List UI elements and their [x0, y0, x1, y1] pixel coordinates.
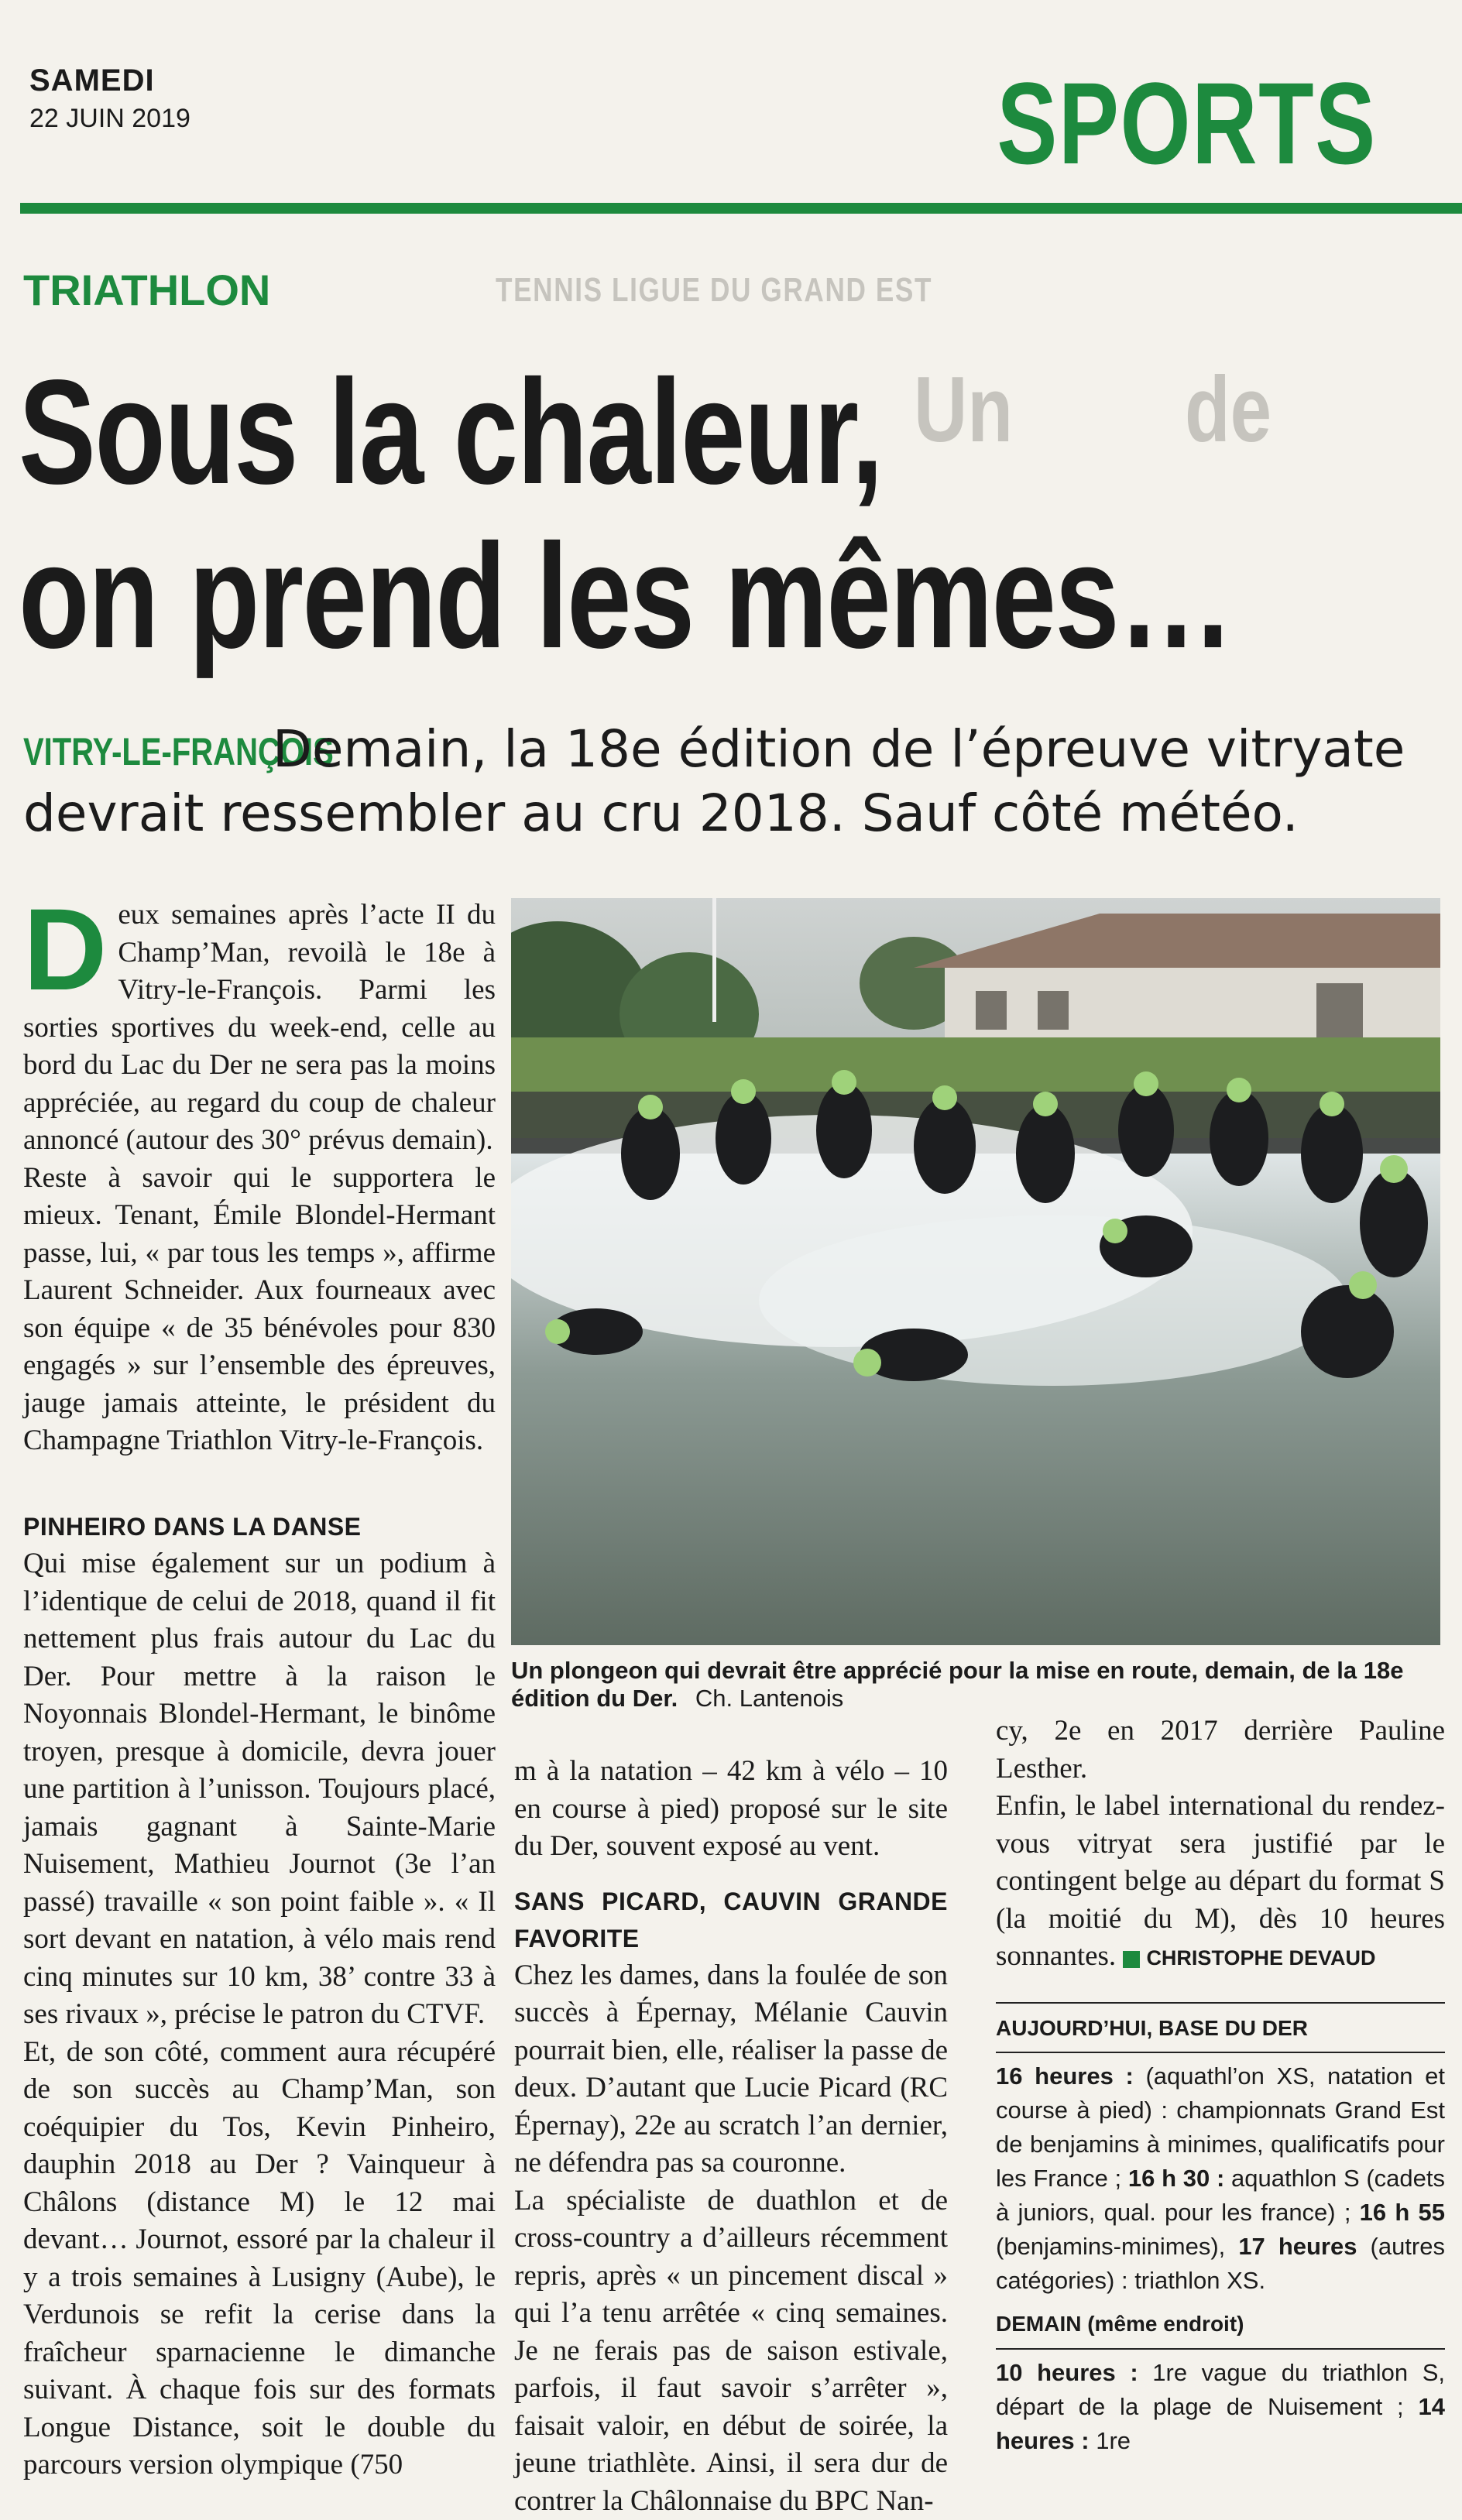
paragraph-8: cy, 2e en 2017 derrière Pauline Lesther. [996, 1713, 1445, 1788]
schedule-time: 10 heures : [996, 2359, 1138, 2386]
swimmers-diving-illustration [511, 898, 1440, 1645]
bleed-through-kicker: TENNIS LIGUE DU GRAND EST [496, 271, 932, 310]
article-lead-line-2: devrait ressembler au cru 2018. Sauf côté météo. [23, 783, 1299, 843]
section-title: SPORTS [997, 65, 1377, 181]
schedule-time: 17 heures [1238, 2233, 1357, 2260]
schedule-rule-top [996, 2002, 1445, 2004]
article-lead-line-1: Demain, la 18e édition de l’épreuve vitryate [273, 717, 1434, 782]
paragraph-1-text: eux semaines après l’acte II du Champ’Man, revoilà le 18e à Vitry-le-François. Parmi les sorties sportives du week-end, celle au bord du Lac du Der ne sera pas la moins appréciée, au regard du coup de chaleur annoncé (autour des 30° prévus demain). [23, 899, 496, 1156]
author-name: CHRISTOPHE DEVAUD [1146, 1946, 1375, 1970]
paragraph-5: m à la natation – 42 km à vélo – 10 en course à pied) proposé sur le site du Der, souvent exposé au vent. [514, 1753, 948, 1866]
schedule-tomorrow-heading: DEMAIN (même endroit) [996, 2306, 1445, 2343]
schedule-today [996, 2059, 1445, 2298]
photo-caption [511, 1657, 1440, 1713]
schedule-today-heading: AUJOURD’HUI, BASE DU DER [996, 2010, 1445, 2048]
schedule-rule-mid [996, 2052, 1445, 2053]
schedule-time: 16 h 55 [1360, 2199, 1445, 2226]
edition-date: 22 JUIN 2019 [29, 104, 190, 134]
headline-line-2: on prend les mêmes… [19, 514, 1118, 678]
schedule-event: 1re vague du triathlon S, départ de la plage de Nuisement ; [996, 2359, 1445, 2420]
edition-day: SAMEDI [29, 63, 155, 98]
paragraph-7: La spécialiste de duathlon et de cross-country a d’ailleurs récemment repris, après « un pincement discal » qui l’a tenu arrêtée « cinq semaines. Je ne ferais pas de saison estivale, parfois, il faut savoir s’arrêter », faisait valoir, en début de soirée, la jeune triathlète. Ainsi, il sera dur de contrer la Châlonnaise du BPC Nan- [514, 2182, 948, 2520]
article-column-3 [996, 1713, 1445, 2458]
paragraph-2: Reste à savoir qui le supportera le mieux. Tenant, Émile Blondel-Hermant passe, lui, « par tous les temps », affirme Laurent Schneider. Aux fourneaux avec son équipe « de 35 bénévoles pour 830 engagés » sur l’ensemble des épreuves, jauge jamais atteinte, le président du Champagne Triathlon Vitry-le-François. [23, 1160, 496, 1460]
headline-line-1: Sous la chaleur, [19, 350, 1118, 514]
schedule-event: (aquathl’on XS, natation et course à pied) : championnats Grand Est de benjamins à minimes, qualificatifs pour les France ; [996, 2062, 1445, 2192]
dropcap: D [23, 903, 107, 996]
schedule-time: 16 heures : [996, 2062, 1134, 2090]
schedule-event: (benjamins-minimes), [996, 2233, 1238, 2260]
article-column-1 [23, 897, 496, 1460]
author-signature [1123, 1946, 1375, 1970]
schedule-rule-bottom [996, 2348, 1445, 2350]
header-rule [20, 203, 1462, 214]
paragraph-3: Qui mise également sur un podium à l’identique de celui de 2018, quand il fit nettement plus frais autour du Lac du Der. Pour mettre à la raison le Noyonnais Blondel-Hermant, le binôme troyen, presque à domicile, devra jouer une partition à l’unisson. Toujours placé, jamais gagnant à Sainte-Marie Nuisement, Mathieu Journot (3e l’an passé) travaille « son point faible ». « Il sort devant en natation, à vélo mais rend cinq minutes sur 10 km, 38’ contre 33 à ses rivaux », précise le patron du CTVF. [23, 1545, 496, 2034]
article-headline [19, 350, 1118, 678]
race-start-photo [511, 898, 1440, 1645]
bleed-through-word-1: Un [914, 356, 1013, 463]
article-column-1-lower [23, 1508, 496, 2484]
schedule-time: 14 heures : [996, 2393, 1445, 2454]
photo-caption-text: Un plongeon qui devrait être apprécié pour la mise en route, demain, de la 18e édition du Der. [511, 1657, 1403, 1712]
subhead-cauvin: SANS PICARD, CAUVIN GRANDE FAVORITE [514, 1883, 948, 1957]
schedule-time: 16 h 30 : [1128, 2165, 1224, 2192]
paragraph-4: Et, de son côté, comment aura récupéré de son succès au Champ’Man, son coéquipier du Tos, Kevin Pinheiro, dauphin 2018 au Der ? Vainqueur à Châlons (distance M) le 12 mai devant… Journot, essoré par la chaleur il y a trois semaines à Lusigny (Aube), le Verdunois se refit la cerise dans la fraîcheur sparnacienne le dimanche suivant. À chaque fois sur des formats Longue Distance, soit le double du parcours version olympique (750 [23, 2034, 496, 2484]
schedule-event: aquathlon S (cadets à juniors, qual. pour les france) ; [996, 2165, 1445, 2226]
paragraph-intro [23, 897, 496, 1160]
schedule-tomorrow [996, 2356, 1445, 2458]
subhead-pinheiro: PINHEIRO DANS LA DANSE [23, 1508, 496, 1545]
photo-credit: Ch. Lantenois [695, 1685, 843, 1712]
bleed-through-word-2: de [1185, 356, 1272, 463]
article-location: VITRY-LE-FRANÇOIS [23, 729, 334, 774]
paragraph-9 [996, 1788, 1445, 1977]
paragraph-9-text: Enfin, le label international du rendez-vous vitryat sera justifié par le contingent belge au départ du format S (la moitié du M), dès 10 heures sonnantes. [996, 1790, 1445, 1972]
schedule-event: 1re [1090, 2427, 1131, 2454]
signature-mark-icon [1123, 1951, 1140, 1968]
schedule-event: (autres catégories) : triathlon XS. [996, 2233, 1445, 2294]
article-column-2 [514, 1753, 948, 2520]
article-kicker: TRIATHLON [23, 265, 270, 315]
paragraph-6: Chez les dames, dans la foulée de son succès à Épernay, Mélanie Cauvin pourrait bien, elle, réaliser la passe de deux. D’autant que Lucie Picard (RC Épernay), 22e au scratch l’an dernier, ne défendra pas sa couronne. [514, 1957, 948, 2182]
